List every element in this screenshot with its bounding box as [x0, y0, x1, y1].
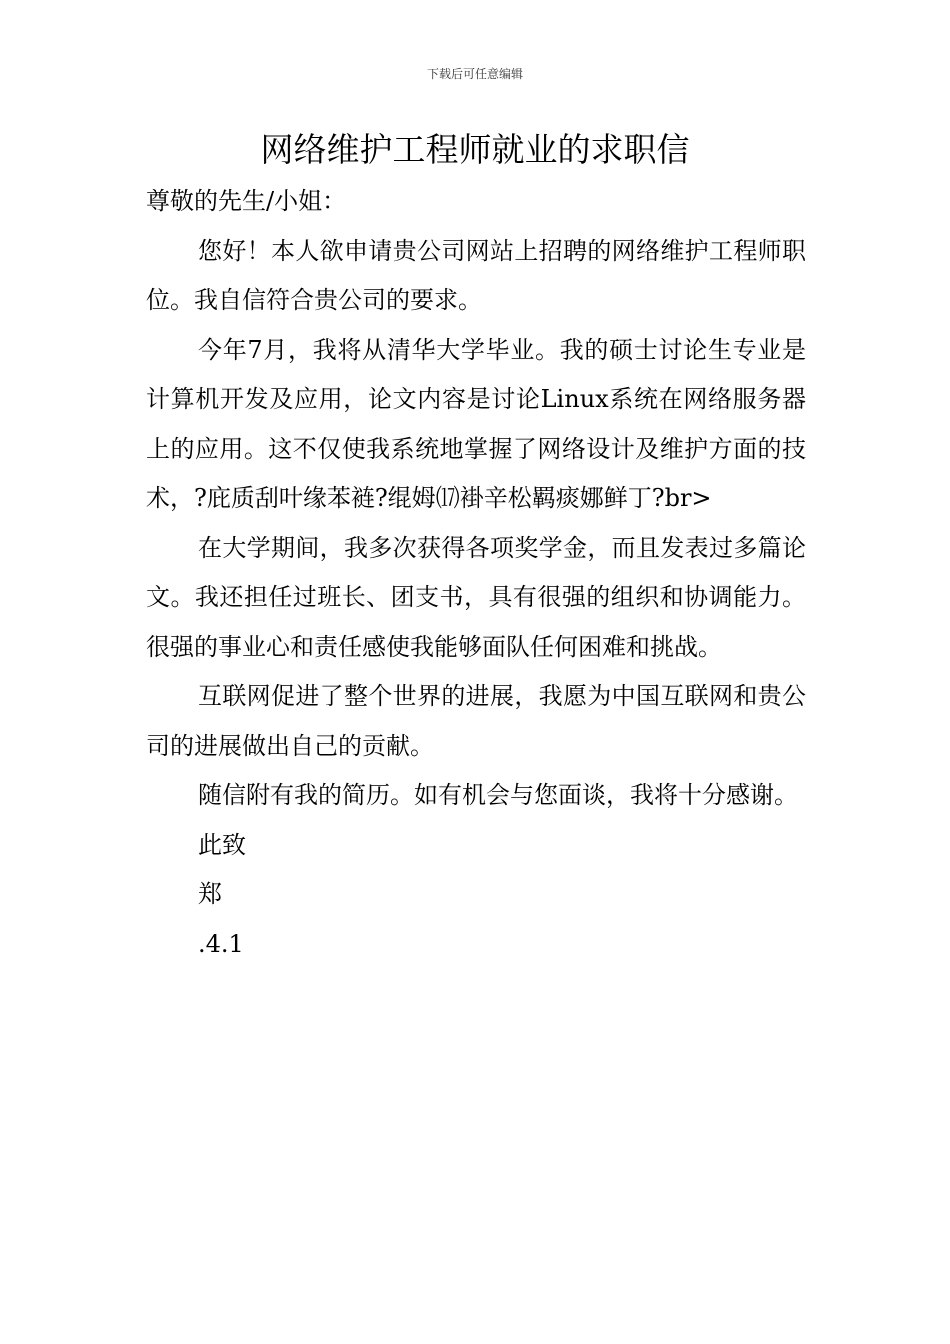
signature: 郑: [198, 880, 222, 908]
letter-body: [146, 177, 806, 969]
paragraph-intro: 您好！本人欲申请贵公司网站上招聘的网络维护工程师职位。我自信符合贵公司的要求。: [146, 236, 806, 314]
paragraph-education: 今年7月，我将从清华大学毕业。我的硕士讨论生专业是计算机开发及应用，论文内容是讨论Linux系统在网络服务器上的应用。这不仅使我系统地掌握了网络设计及维护方面的技术，?庇质刮叶缘苯裢?绲姆⒄褂辛松羁痰娜鲜丁?br>: [146, 335, 806, 512]
salutation: 尊敬的先生/小姐：: [146, 187, 347, 215]
page-title: 网络维护工程师就业的求职信: [260, 130, 690, 169]
date: .4.1: [198, 929, 244, 958]
closing: 此致: [198, 830, 246, 859]
page-header-note: 下载后可任意编辑: [426, 67, 523, 81]
paragraph-internet: 互联网促进了整个世界的进展，我愿为中国互联网和贵公司的进展做出自己的贡献。: [146, 682, 806, 760]
paragraph-university: 在大学期间，我多次获得各项奖学金，而且发表过多篇论文。我还担任过班长、团支书，具有很强的组织和协调能力。很强的事业心和责任感使我能够面队任何困难和挑战。: [146, 533, 806, 661]
paragraph-resume: 随信附有我的简历。如有机会与您面谈，我将十分感谢。: [198, 781, 798, 809]
